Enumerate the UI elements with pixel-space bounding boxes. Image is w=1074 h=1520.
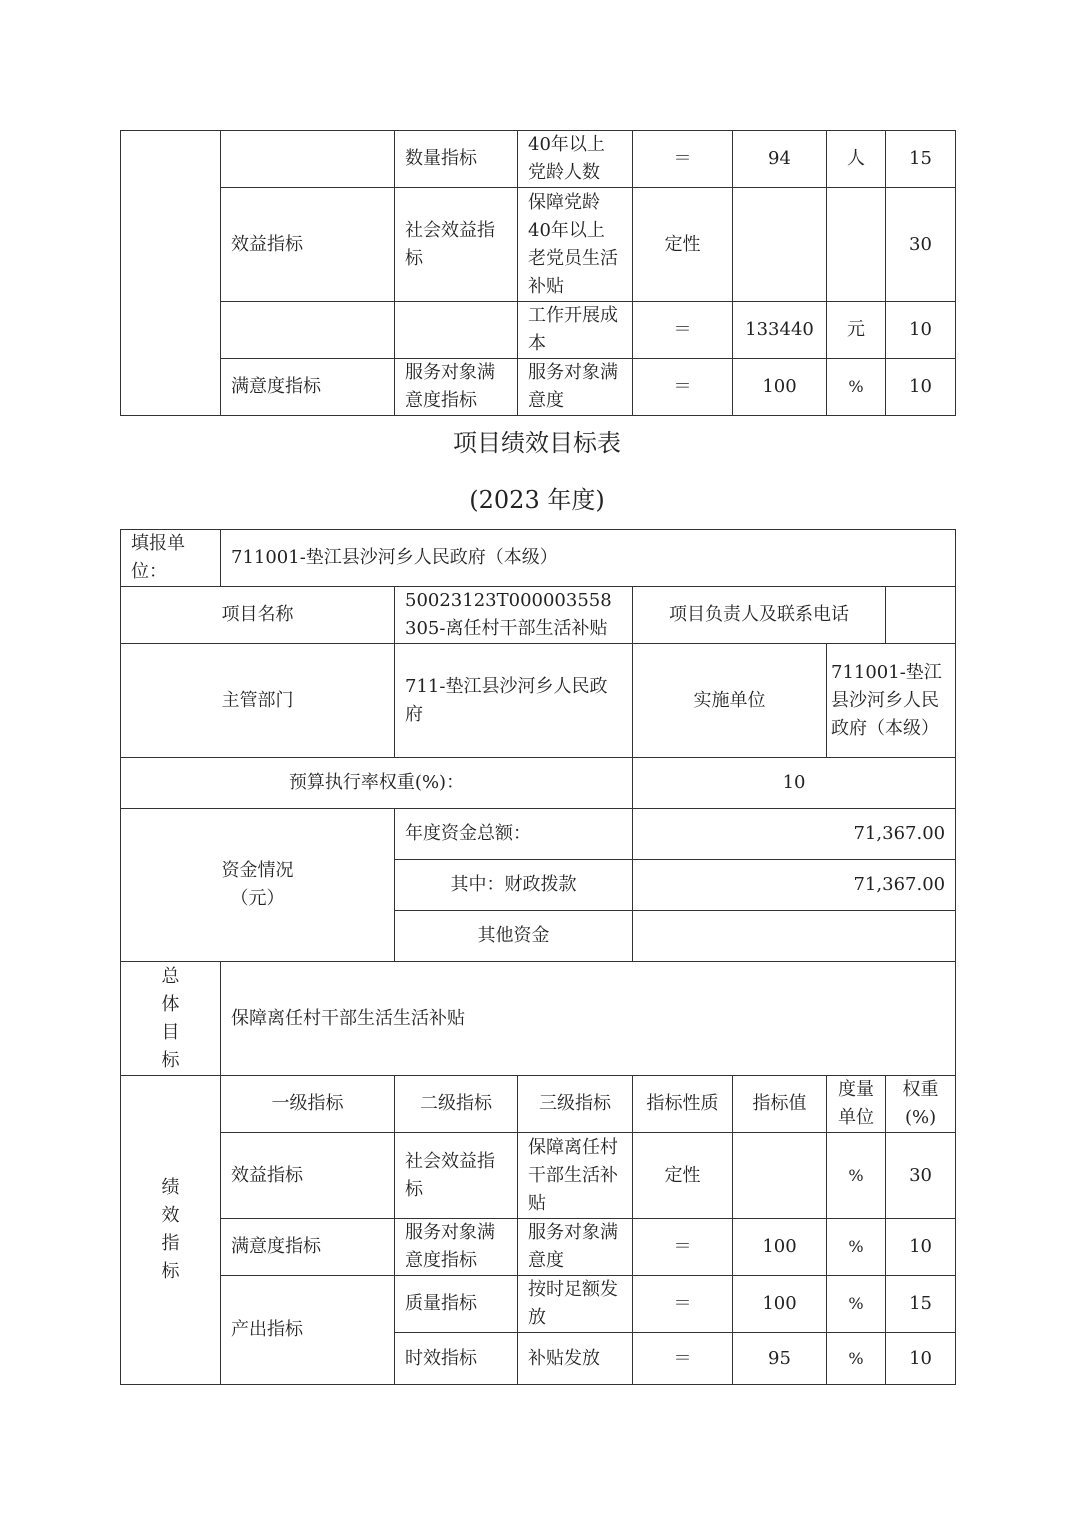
project-name-label: 项目名称 (121, 587, 395, 644)
unit-cell: % (827, 1276, 886, 1333)
budget-rate-label: 预算执行率权重(%)： (121, 758, 633, 809)
reporting-unit-row (121, 530, 956, 587)
value-cell: 94 (733, 131, 827, 188)
level2-cell: 社会效益指标 (395, 1133, 518, 1219)
nature-cell: 定性 (633, 188, 733, 302)
level1-cell: 产出指标 (221, 1276, 395, 1385)
unit-cell (827, 188, 886, 302)
reporting-unit-label: 填报单位： (121, 530, 221, 587)
table-row (121, 1219, 956, 1276)
annual-total-row (121, 809, 956, 860)
indicator-header-row (121, 1076, 956, 1133)
unit-cell: % (827, 1219, 886, 1276)
unit-cell: 人 (827, 131, 886, 188)
unit-cell: % (827, 1133, 886, 1219)
level1-cell (221, 131, 395, 188)
value-cell: 100 (733, 1219, 827, 1276)
nature-cell: ＝ (633, 1333, 733, 1385)
weight-cell: 30 (886, 1133, 956, 1219)
level3-cell: 工作开展成本 (518, 302, 633, 359)
level3-cell: 服务对象满意度 (518, 1219, 633, 1276)
value-cell (733, 188, 827, 302)
level2-cell: 服务对象满意度指标 (395, 359, 518, 416)
budget-rate-row (121, 758, 956, 809)
level2-cell: 数量指标 (395, 131, 518, 188)
weight-cell: 10 (886, 302, 956, 359)
annual-total-value: 71,367.00 (633, 809, 956, 860)
empty-left-cell (121, 131, 221, 416)
department-label: 主管部门 (121, 644, 395, 758)
other-funds-value (633, 911, 956, 962)
contact-value (886, 587, 956, 644)
project-name-value: 50023123T000003558305-离任村干部生活补贴 (395, 587, 633, 644)
annual-total-label: 年度资金总额： (395, 809, 633, 860)
level3-cell: 按时足额发放 (518, 1276, 633, 1333)
level1-cell: 满意度指标 (221, 1219, 395, 1276)
reporting-unit-value: 711001-垫江县沙河乡人民政府（本级） (221, 530, 956, 587)
nature-cell: ＝ (633, 131, 733, 188)
continued-indicator-table (120, 130, 956, 416)
nature-cell: ＝ (633, 1219, 733, 1276)
department-value: 711-垫江县沙河乡人民政府 (395, 644, 633, 758)
level1-cell: 满意度指标 (221, 359, 395, 416)
level1-cell (221, 302, 395, 359)
header-level2: 二级指标 (395, 1076, 518, 1133)
performance-target-table (120, 529, 956, 1385)
weight-cell: 15 (886, 1276, 956, 1333)
fiscal-funds-label: 其中：财政拨款 (395, 860, 633, 911)
unit-cell: % (827, 1333, 886, 1385)
level3-cell: 保障党龄40年以上老党员生活补贴 (518, 188, 633, 302)
other-funds-label: 其他资金 (395, 911, 633, 962)
level3-cell: 服务对象满意度 (518, 359, 633, 416)
level3-cell: 40年以上党龄人数 (518, 131, 633, 188)
weight-cell: 10 (886, 1219, 956, 1276)
value-cell (733, 1133, 827, 1219)
header-value: 指标值 (733, 1076, 827, 1133)
nature-cell: ＝ (633, 1276, 733, 1333)
nature-cell: ＝ (633, 359, 733, 416)
level2-cell: 社会效益指标 (395, 188, 518, 302)
header-weight: 权重(%) (886, 1076, 956, 1133)
project-name-row (121, 587, 956, 644)
department-row (121, 644, 956, 758)
header-level1: 一级指标 (221, 1076, 395, 1133)
nature-cell: ＝ (633, 302, 733, 359)
year-subtitle: (2023 年度) (469, 486, 605, 514)
nature-cell: 定性 (633, 1133, 733, 1219)
level2-cell: 质量指标 (395, 1276, 518, 1333)
budget-rate-value: 10 (633, 758, 956, 809)
level3-cell: 保障离任村干部生活补贴 (518, 1133, 633, 1219)
table-row (121, 131, 956, 188)
overall-goal-value: 保障离任村干部生活生活补贴 (221, 962, 956, 1076)
implementing-unit-label: 实施单位 (633, 644, 827, 758)
implementing-unit-value: 711001-垫江县沙河乡人民政府（本级） (827, 644, 956, 758)
contact-label: 项目负责人及联系电话 (633, 587, 886, 644)
header-nature: 指标性质 (633, 1076, 733, 1133)
table-row (121, 1276, 956, 1333)
level1-cell: 效益指标 (221, 188, 395, 302)
value-cell: 100 (733, 1276, 827, 1333)
level2-cell: 时效指标 (395, 1333, 518, 1385)
header-level3: 三级指标 (518, 1076, 633, 1133)
header-unit: 度量单位 (827, 1076, 886, 1133)
value-cell: 100 (733, 359, 827, 416)
level2-cell (395, 302, 518, 359)
funds-label: 资金情况（元） (121, 809, 395, 962)
overall-goal-label: 总体目标 (121, 962, 221, 1076)
page-title: 项目绩效目标表 (453, 429, 621, 457)
unit-cell: 元 (827, 302, 886, 359)
value-cell: 133440 (733, 302, 827, 359)
weight-cell: 10 (886, 1333, 956, 1385)
weight-cell: 10 (886, 359, 956, 416)
value-cell: 95 (733, 1333, 827, 1385)
fiscal-funds-value: 71,367.00 (633, 860, 956, 911)
weight-cell: 30 (886, 188, 956, 302)
unit-cell: % (827, 359, 886, 416)
table-row (121, 1133, 956, 1219)
performance-indicators-label: 绩效指标 (121, 1076, 221, 1385)
weight-cell: 15 (886, 131, 956, 188)
table-row (121, 359, 956, 416)
overall-goal-row (121, 962, 956, 1076)
level2-cell: 服务对象满意度指标 (395, 1219, 518, 1276)
level3-cell: 补贴发放 (518, 1333, 633, 1385)
table-row (121, 188, 956, 302)
table-row (121, 302, 956, 359)
level1-cell: 效益指标 (221, 1133, 395, 1219)
